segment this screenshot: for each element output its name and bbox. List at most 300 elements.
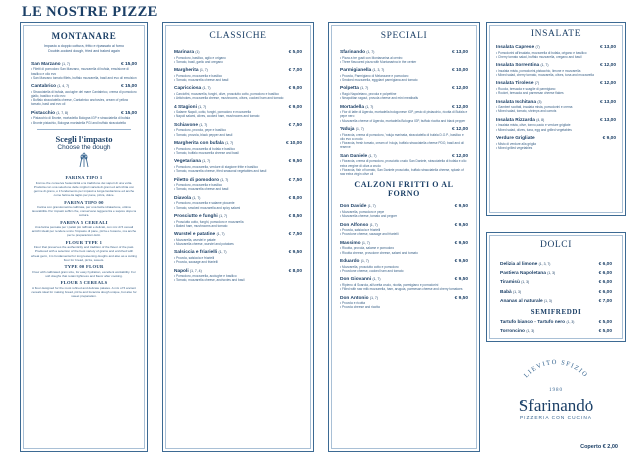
menu-item-price: € 9,50: [288, 159, 302, 165]
menu-item-price: € 5,00: [288, 50, 302, 55]
dolci-inner: [489, 235, 623, 339]
menu-item-allergens: (1, 7): [361, 240, 370, 245]
menu-item-title: [340, 50, 374, 55]
menu-item-name: Don Giovanni: [340, 277, 372, 283]
menu-item-title: [340, 259, 369, 264]
menu-item-name: Sfarinando: [340, 50, 366, 55]
menu-item-header: [496, 63, 616, 68]
dessert-allergens: (1, 3): [513, 289, 521, 294]
speciali-inner: [331, 25, 477, 449]
menu-item-name: Insalata Rizzarda: [496, 117, 535, 123]
menu-item: [340, 259, 468, 273]
menu-item-name: Don Antonio: [340, 295, 369, 301]
menu-item-description: • Pomodoro, mozzarella, acciughe e basilico • Tomato, mozzarella cheese, anchovies and basil: [174, 274, 245, 283]
dessert-item: [490, 280, 622, 285]
menu-item-price: € 13,00: [599, 99, 616, 105]
menu-item-header: [340, 68, 468, 73]
menu-item: [496, 100, 616, 114]
menu-item-header: [496, 118, 616, 123]
menu-item-allergens: (1, 7): [225, 141, 234, 146]
calzoni-title: CALZONI FRITTI O AL FORNO: [354, 180, 454, 199]
menu-item-title: [340, 68, 384, 73]
menu-item-description: • Pomodoro, mozzarella e salame piccante • Tomato, smoked mozzarella and spicy salami: [174, 201, 241, 210]
dough-description: Flour with calibrated grain size, for easy hydration, excellent workability. For soft doughs that retain lightness and flavor after cooking.: [32, 269, 136, 278]
menu-item-title: [340, 154, 376, 159]
dessert-name: Torroncino: [500, 329, 525, 335]
wheat-icon: [31, 152, 137, 173]
logo-tagline: PIZZERIA CON CUCINA: [519, 416, 593, 421]
menu-item-allergens: (1, 7): [360, 259, 369, 264]
menu-item-header: [340, 259, 468, 264]
menu-item-price: € 9,00: [288, 86, 302, 92]
menu-item-title: [174, 105, 206, 110]
dessert-price: € 6,00: [598, 289, 612, 295]
menu-item-allergens: (1, 7): [355, 127, 364, 132]
menu-item-allergens: (1, 7): [218, 250, 227, 255]
menu-item-title: [496, 136, 535, 141]
menu-item-description: • Pomodoro, provola, pepe e basilico • Tomato, provola, black pepper and basil: [174, 128, 233, 137]
menu-item-header: [174, 178, 302, 183]
classiche-panel: [162, 22, 314, 452]
dough-heading-it: Scegli l'impasto: [55, 133, 113, 144]
insalate-panel: [486, 22, 626, 216]
dessert-price: € 6,00: [598, 262, 612, 267]
menu-item-title: [496, 81, 539, 86]
menu-item-header: [174, 250, 302, 255]
menu-item-description: • Carciofini, mozzarella, funghi, olive, prosciutto cotto, pomodoro e basilico • Artichokes, mozzarella cheese, mushrooms, olives, cooked ham and tomato: [174, 92, 284, 101]
menu-item-header: [340, 50, 468, 55]
menu-item-price: € 9,00: [602, 136, 616, 142]
classiche-list: [174, 50, 302, 283]
menu-item-name: Insalata Caprese: [496, 45, 535, 50]
menu-item-title: [174, 50, 200, 55]
menu-item-title: [31, 111, 68, 116]
menu-item-allergens: (1, 7): [540, 63, 549, 68]
menu-item-allergens: (1, 7): [369, 295, 378, 300]
logo-arc-graphic: [496, 350, 616, 440]
menu-item: [174, 196, 302, 210]
menu-item-title: [340, 127, 364, 132]
menu-item-title: [31, 84, 69, 89]
menu-item-header: [31, 111, 137, 116]
menu-item-header: [31, 62, 137, 67]
menu-item-name: Polpetta: [340, 86, 359, 92]
menu-item-allergens: (1, 7): [360, 86, 369, 91]
insalate-list: [496, 45, 616, 150]
menu-item-description: • Provola, salsiccia e friarielli • Provola, sausage and friarielli: [174, 256, 218, 265]
menu-item-price: € 9,50: [454, 204, 468, 210]
menu-item-title: [340, 241, 370, 246]
menu-item-name: Cantabrico: [31, 84, 57, 90]
menu-item-allergens: (1, 7): [369, 222, 378, 227]
speciali-panel: [328, 22, 480, 452]
menu-item-allergens: (1, 7): [219, 213, 227, 218]
dessert-price: € 5,00: [598, 319, 612, 325]
dough-list: [31, 175, 137, 298]
menu-item-description: • Pomodoro, basilico, aglio e origano • Tomato, basil, garlic and oregano: [174, 55, 226, 64]
dessert-title: [500, 320, 574, 325]
menu-item-description: • Filetti di pomodoro San Marzano, mozzarella di bufala, emulsione di basilico e olio evo • San Marzano tomato fillets, buffalo mozzarella, basil and evo oil emulsion: [31, 67, 137, 80]
menu-item-description: • Pomodoro, mozzarella e basilico • Tomato, mozzarella cheese and basil: [174, 183, 229, 192]
menu-item-price: € 9,50: [454, 222, 468, 228]
menu-item-title: [340, 277, 380, 282]
dough-name: FARINA TIPO 00: [64, 199, 104, 205]
menu-item-name: Eduardo: [340, 259, 360, 265]
menu-item: [174, 105, 302, 119]
coperto-text: Coperto € 2,00: [580, 444, 618, 450]
menu-item-title: [174, 269, 202, 274]
semifreddi-title: SEMIFREDDI: [530, 307, 582, 316]
menu-item-price: € 15,00: [120, 110, 137, 116]
insalate-title: INSALATE: [530, 29, 582, 39]
dough-divider: [37, 129, 131, 130]
menu-item-name: Schiavone: [174, 122, 198, 128]
menu-item-allergens: (1, 7): [372, 277, 381, 282]
menu-item-allergens: (1, 7): [216, 232, 225, 237]
dessert-allergens: (1, 3): [544, 298, 552, 303]
menu-item-title: [174, 68, 208, 73]
menu-item-allergens: (1, 7): [202, 159, 211, 164]
semifreddi-list: [490, 320, 622, 334]
menu-item-title: [174, 232, 225, 237]
menu-item-allergens: (1, 7, 8): [56, 110, 69, 115]
menu-item-header: [174, 68, 302, 73]
dough-name: FARINA 5 CEREALI: [60, 219, 108, 225]
menu-item-price: € 9,50: [288, 250, 302, 256]
menu-item-description: • Pizza a tre gusti con Montanarina al centro • Three flavoured pizza with Montanarina in the center: [340, 55, 417, 64]
menu-item-name: Margherita con bufala: [174, 141, 224, 147]
menu-item-description: • Fiorarcia, crema di pomodoro, 'nduja marinata, stracciatella di bufala D.O.P., basilico e olio evo a crudo • Fiorarcia, fresh tomato, cream of 'nduja, buffalo stracciatella cheese PDO, basil and oil reserve: [340, 132, 464, 150]
menu-item-title: [174, 214, 227, 219]
menu-item-header: [174, 105, 302, 110]
menu-item-header: [174, 159, 302, 164]
dessert-price: € 5,00: [598, 329, 612, 335]
menu-item-name: Parmigianella: [340, 68, 372, 74]
menu-item-title: [174, 159, 210, 164]
menu-item-description: • Pomodoro, mozzarella e basilico • Tomato, mozzarella cheese and basil: [174, 73, 229, 83]
menu-item: [174, 86, 302, 100]
dessert-title: [500, 299, 552, 304]
menu-item-price: € 13,00: [599, 117, 616, 123]
menu-item-allergens: (1, 7): [202, 86, 211, 91]
menu-item-name: San Daniele: [340, 153, 368, 159]
menu-item-description: • Fiorarcia, crema di pomodoro, prosciutto crudo San Daniele, stracciatella di bufala e olio extra vergine di oliva a crudo • Fiorarcia, fish of tomato, San Daniele prosciutto, buffalo stracciatella cheese, splash of raw extra virgin olive oil: [340, 159, 467, 176]
menu-item: [31, 111, 137, 125]
menu-item-header: [496, 136, 616, 141]
menu-item-price: € 7,50: [288, 232, 302, 238]
menu-item-name: 'Nduja: [340, 127, 355, 133]
menu-item-header: [496, 100, 616, 105]
menu-item-price: € 15,00: [120, 61, 137, 67]
dessert-price: € 6,00: [598, 271, 612, 277]
sfarinando-logo: [496, 350, 616, 440]
menu-item-price: € 12,00: [451, 86, 468, 92]
menu-item-description: • Ragù Napoletano, provola e polpettine • Neapolitan ragout, provola cheese and mini meatballs: [340, 92, 419, 101]
dessert-allergens: (1, 3): [526, 329, 535, 334]
menu-item-header: [174, 50, 302, 55]
menu-item-description: • Stracciatella di bufala, acciughe del mare Cantabrico, crema di pomodoro giallo, basilico e olio evo • Buffalo stracciatella cheese, Cantabrico anchovies, cream of yellow tomato, basil and evo oil: [31, 89, 137, 107]
menu-item-description: • Fior di latte di Agerola, mortadella bologonese IGP, pesto di pistacchio, ricotta di Bufala e pepe nero • Mozzarella cheese of Agerola, mortadella Bologna IGP, buffalo ricotta and black pepper: [340, 110, 468, 123]
menu-item-title: [174, 178, 228, 183]
menu-item-name: Insalata Tirolese: [496, 81, 534, 87]
menu-item: [340, 241, 468, 255]
menu-item-description: • Pomodoro, mozzarella, verdure di stagione fritte e basilico • Tomato, mozzarella cheese, fried seasonal vegetables and basil: [174, 164, 267, 174]
dessert-name: Pastiera Napoletana: [500, 271, 546, 277]
menu-item-title: [340, 223, 378, 228]
dessert-item: [490, 320, 622, 325]
menu-item-name: Prosciutto e funghi: [174, 213, 218, 219]
page-title: LE NOSTRE PIZZE: [22, 4, 158, 20]
dessert-name: Delizia al limone: [500, 262, 538, 267]
dough-description: Forma che conserva l'autenticità e la tradizione dei sapori di una volta. Prodotta con una selezione delle migliori varietà di grani ed arricchita con germe di grano, è il fondamento per impasti a lunga lievitazione ed anche come farina da taglio per pane, pizza, dolce.: [33, 180, 135, 197]
menu-item-name: Verdure Grigliate: [496, 136, 535, 142]
menu-item: [340, 204, 468, 218]
menu-item-title: [174, 123, 207, 128]
menu-item-description: • Insalata mista, olive, tonno,cacio e verdure grigliate • Mixed salad, olives, tuna, egg and grilled vegetables: [496, 123, 572, 132]
menu-item-title: [496, 63, 548, 68]
menu-item-header: [340, 86, 468, 91]
menu-item-title: [496, 45, 540, 50]
menu-item-header: [31, 84, 137, 89]
menu-item-name: Wurstel e patatine: [174, 232, 216, 238]
menu-item-price: € 9,50: [454, 277, 468, 283]
menu-item-header: [340, 204, 468, 209]
menu-item: [174, 141, 302, 155]
dough-description: Farina con granulometria calibrata, per una facile idratazione, ottima lavorabilità. Per impasti soffici che, conservano leggerezza e sapore dopo la cottura.: [31, 204, 137, 218]
dessert-price: € 7,00: [598, 298, 612, 304]
menu-item-header: [340, 277, 468, 282]
menu-item: [496, 63, 616, 77]
menu-item-price: € 12,00: [451, 127, 468, 133]
menu-item: [496, 118, 616, 132]
menu-item-price: € 10,00: [285, 141, 302, 147]
menu-item-name: San Marzano: [31, 61, 61, 67]
montanare-subtitle-it: Impasto a doppio cottura, fritto e ripassato al forno: [43, 44, 125, 48]
menu-item-allergens: (1, 7): [367, 204, 376, 209]
menu-item-price: € 10,00: [451, 68, 468, 74]
menu-item-header: [174, 232, 302, 237]
menu-item-price: € 13,00: [599, 45, 616, 50]
dolci-panel: [486, 232, 626, 342]
dessert-name: Tiramisù: [500, 280, 520, 286]
dough-description: Flour that preserves the authenticity and tradition of the flavor of the past. Produced with a selection of the best variety of grains and enriched with wheat germ, it is fundamental for long leavening doughs and also as a cutting flour for bread, pizza, sweets.: [31, 245, 137, 262]
menu-item-title: [174, 250, 226, 255]
menu-item-title: [340, 296, 378, 301]
menu-item-header: [174, 141, 302, 146]
menu-item-title: [496, 100, 542, 105]
menu-item: [31, 62, 137, 80]
menu-item-price: € 8,00: [288, 268, 302, 274]
menu-item-description: • Salame Napoli, cotto, funghi, pomodoro e mozzarella • Napoli salami, olives, cooked ham, mushrooms and tomato: [174, 110, 260, 119]
calzoni-list: [340, 204, 468, 309]
dough-name: FARINA TIPO 1: [65, 175, 103, 181]
menu-item-title: [340, 204, 376, 209]
menu-item-name: 4 Stagioni: [174, 104, 197, 110]
dessert-title: [500, 271, 555, 276]
menu-item-name: Capricciosa: [174, 86, 202, 92]
menu-item-description: • Mozzarella, wurstel e patate • Mozzarella cheese, wurstel and potatoes: [174, 237, 234, 246]
menu-item-name: Salsiccia e friarielli: [174, 250, 218, 256]
menu-item: [174, 178, 302, 192]
menu-item-price: € 9,50: [454, 240, 468, 246]
menu-item: [174, 214, 302, 228]
menu-item: [174, 159, 302, 173]
dolci-title: DOLCI: [539, 240, 573, 250]
menu-item: [340, 223, 468, 237]
dessert-price: € 6,00: [598, 280, 612, 286]
dessert-name: Babà: [500, 289, 512, 295]
logo-name: Sfarinando: [518, 396, 594, 415]
menu-item-price: € 12,00: [451, 104, 468, 110]
menu-item-allergens: (3): [537, 99, 542, 104]
dough-name: FLOUR TYPE 1: [65, 240, 103, 246]
menu-item-allergens: (1, 7): [366, 50, 375, 54]
menu-item-description: • Gamberi scottati, insalata mista, pomodorini e crema • Mixed salad, tomato, shrimps and carrots: [496, 105, 573, 114]
menu-item-name: Filetto di pomodoro: [174, 177, 220, 183]
menu-item-allergens: (7): [534, 81, 540, 86]
montanare-inner: [23, 25, 145, 449]
dough-description: A flour designed for the most refined and delicate palates. A mix of 5 ancient cereals ideal for making bread, pizza and focaccia dough unique, but also for sweet preparation.: [31, 285, 137, 298]
menu-item-price: € 13,00: [451, 50, 468, 55]
menu-item-price: € 9,50: [454, 259, 468, 265]
menu-item: [340, 154, 468, 176]
menu-item-header: [496, 45, 616, 50]
speciali-title: SPECIALI: [380, 31, 428, 41]
menu-item-allergens: (1, 7): [192, 195, 201, 200]
menu-item-name: Napoli: [174, 268, 189, 274]
menu-item-header: [174, 196, 302, 201]
dessert-allergens: (1, 3): [547, 271, 556, 276]
dolci-list: [490, 262, 622, 304]
menu-item-allergens: (1, 3, 7): [372, 68, 385, 73]
menu-item-title: [496, 118, 544, 123]
menu-item-name: Don Davide: [340, 204, 367, 210]
menu-item-price: € 9,50: [454, 295, 468, 301]
menu-item-header: [340, 296, 468, 301]
menu-item: [340, 127, 468, 149]
menu-item-name: Mortadella: [340, 104, 364, 110]
menu-item-title: [340, 86, 368, 91]
menu-item-description: • Provola e ricotta • Provola cheese and ricotta: [340, 301, 380, 310]
classiche-title: CLASSICHE: [209, 31, 267, 41]
menu-item-name: Marinara: [174, 50, 194, 55]
dough-description: Una farina pensata per i palati più raffinati e delicati, con mix di 5 cereali antichi ideali per rendere unico l'impasto di pane, pizza e focacce, ma anche per le preparazioni dolci.: [31, 225, 137, 238]
menu-item: [174, 269, 302, 283]
montanare-subtitle-en: Double-cooked dough, fried and baked again: [48, 48, 120, 53]
menu-item-description: • Pomodorini all'insalata, mozzarella di bufala, origano e basilico • Cherry tomato salad, buffalo mozzarella, oregano and basil: [496, 50, 587, 59]
dessert-item: [490, 262, 622, 267]
menu-item-name: Massimo: [340, 240, 361, 246]
menu-item: [340, 296, 468, 310]
menu-item-description: • Pomodoro, mozzarella di bufala e basilico • Tomato, buffalo mozzarella cheese and basil: [174, 146, 239, 155]
menu-item-price: € 9,00: [288, 104, 302, 110]
menu-item-description: • Insalata mista, pomodorini,pistacchio, limone e mozzarella • Mixed salad, cherry tomato, mozzarella, olives, tuna and mozzarella: [496, 68, 594, 78]
dessert-name: Ananas al naturale: [500, 298, 543, 304]
menu-item-description: • Rucola, bresaola e scaglie di parmigiano • Rocket, bresaola and parmesan cheese flakes: [496, 87, 564, 96]
dough-name: FLOUR 5 CEREALS: [60, 280, 108, 286]
menu-item-price: € 12,00: [599, 63, 616, 69]
menu-item-allergens: (4, 8): [536, 117, 545, 122]
menu-item: [340, 277, 468, 291]
menu-item-description: • Ricotta, provola, salame e pomodoro • Ricotta cheese, provolone cheese, salami and tomato: [340, 246, 418, 255]
dessert-item: [490, 329, 622, 334]
svg-text:LIEVITO SFIZIO: [523, 359, 589, 379]
menu-item-title: [340, 105, 373, 110]
menu-item-name: Margherita: [174, 68, 199, 74]
menu-item-allergens: (1, 7): [365, 104, 374, 109]
dessert-item: [490, 299, 622, 304]
menu-item-title: [174, 196, 200, 201]
menu-item-header: [174, 214, 302, 219]
menu-item: [174, 50, 302, 64]
dessert-allergens: (1, 3): [521, 280, 530, 285]
menu-item: [340, 86, 468, 100]
menu-item-title: [174, 86, 210, 91]
menu-item-header: [496, 81, 616, 86]
menu-item-allergens: (1, 7): [220, 177, 229, 182]
classiche-inner: [165, 25, 311, 449]
menu-item-allergens: (1, 7): [61, 61, 70, 66]
menu-item: [174, 68, 302, 82]
menu-item-allergens: (1): [195, 50, 200, 54]
menu-item-header: [174, 123, 302, 128]
menu-item-header: [340, 154, 468, 159]
menu-item: [340, 68, 468, 82]
menu-item: [340, 50, 468, 64]
montanare-panel: [20, 22, 148, 452]
menu-item: [496, 136, 616, 150]
dessert-name: Tartufo bianco - Tartufo nero: [500, 319, 566, 325]
menu-item-description: • Pistacchio di Bronte, mortadella Bologna IGP e stracciatella di bufala • Bronte pistachio, Bologna mortadella PGI and buffalo stracciatella: [31, 116, 131, 125]
logo-arc-text: LIEVITO SFIZIO: [522, 358, 590, 380]
menu-item: [174, 232, 302, 246]
dessert-title: [500, 280, 529, 285]
dessert-item: [490, 271, 622, 276]
menu-item-description: • Mozzarella, prosciutto cotto e pomodoro • Provolone cheese, cooked ham and tomato: [340, 264, 404, 273]
menu-item-header: [340, 105, 468, 110]
menu-item: [174, 123, 302, 137]
menu-item-title: [174, 141, 233, 146]
menu-item-price: € 12,00: [451, 153, 468, 159]
menu-item-allergens: (1, 4, 7): [57, 84, 70, 89]
menu-item-allergens: (7): [535, 45, 540, 49]
menu-item-price: € 7,00: [288, 68, 302, 74]
dessert-allergens: (1, 3): [566, 319, 575, 324]
menu-item-allergens: (1, 7): [199, 68, 208, 73]
menu-item-price: € 15,00: [120, 84, 137, 90]
menu-item-price: € 8,50: [288, 213, 302, 219]
dessert-title: [500, 329, 534, 334]
dough-name: TYPE 00 FLOUR: [64, 264, 104, 270]
dessert-title: [500, 290, 521, 295]
menu-item-price: € 7,50: [288, 177, 302, 183]
menu-item: [496, 45, 616, 59]
dessert-allergens: (1, 3, 7): [538, 262, 551, 266]
menu-item-header: [340, 127, 468, 132]
menu-item-description: • Ripieno di Scarola, all'uvetta crudo, ricotta, parmigiano e pomodorini • Filled with raw milk mozzarella, ham, arugula, parmesan cheese and cherry tomatoes: [340, 282, 463, 292]
menu-item-allergens: (1, 7): [199, 122, 208, 127]
menu-item-description: • Provola, Parmigiano di Melanzane e pomodoro • Smoked mozzarella, eggplant parmigiana and tomato: [340, 73, 418, 83]
menu-item-description: • Mozzarella, pomodoro e pepe • Mozzarella cheese, tomato and pepper: [340, 210, 398, 219]
menu-item-allergens: (1, 7): [368, 153, 377, 158]
menu-item: [340, 105, 468, 123]
montanare-title: MONTANARE: [51, 31, 117, 41]
montanare-list: [31, 62, 137, 125]
menu-item-header: [340, 223, 468, 228]
dough-heading-en: Choose the dough: [57, 143, 111, 151]
menu-item: [31, 84, 137, 106]
menu-item-header: [174, 269, 302, 274]
